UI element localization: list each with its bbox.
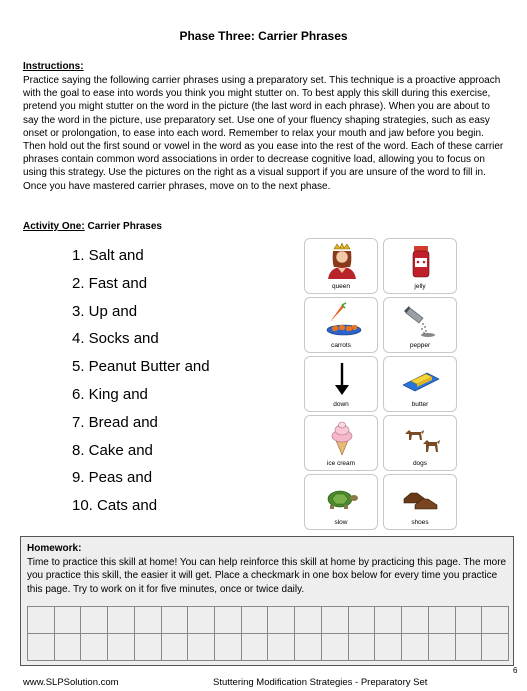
picture-card-carrots (304, 297, 378, 353)
jelly-jar-icon (401, 243, 441, 279)
picture-card-shoes (383, 474, 457, 530)
checkmark-box[interactable] (295, 634, 322, 661)
phrase-item: 3. Up and (72, 302, 138, 320)
picture-caption: carrots (331, 342, 351, 349)
instructions-text: Practice saying the following carrier phrases using a preparatory set. This technique is a proactive approach with the goal to ease into words you think you might stutter on. To best apply this skill during this exercise, pretend you might stutter on the word in the picture (the last word in each phrase). When you are about to say the word in the picture, use preparatory set. Use one of your fluency shaping strategies, such as easy onset or prolongation, to ease into each word. Remember to relax your mouth and jaw before you begin. Then hold out the first sound or vowel in the word as you ease into the rest of the word. Each of these carrier phrases contain common word associations in order to decrease cognitive load, allowing you to focus on using this strategy. Use the pictures on the right as a visual support if you are unsure of the word to fill in. Once you have mastered carrier phrases, move on to the next phase. (23, 75, 504, 192)
turtle-icon (322, 479, 362, 515)
activity-heading (23, 221, 162, 232)
picture-card-slow (304, 474, 378, 530)
checkmark-box[interactable] (456, 607, 483, 634)
activity-label: Activity One: (23, 221, 85, 232)
checkmark-box[interactable] (215, 634, 242, 661)
checkmark-box[interactable] (162, 607, 189, 634)
footer-title: Stuttering Modification Strategies - Preparatory Set (213, 677, 428, 688)
checkmark-box[interactable] (81, 634, 108, 661)
checkmark-box[interactable] (55, 607, 82, 634)
homework-text: Time to practice this skill at home! You can help reinforce this skill at home by practicing this page. The more you practice this skill, the easier it will get. Place a checkmark in one box below for every time you practice this page. Try to work on it for five minutes, once or twice daily. (27, 557, 507, 595)
page-number: 6 (513, 666, 518, 675)
checkmark-box[interactable] (429, 634, 456, 661)
ice-cream-icon (322, 420, 362, 456)
checkmark-box[interactable] (268, 607, 295, 634)
phrase-item: 1. Salt and (72, 247, 144, 264)
butter-dish-icon (401, 361, 441, 397)
phrase-item: 4. Socks and (72, 330, 159, 348)
checkmark-box[interactable] (482, 607, 509, 634)
picture-caption: butter (411, 401, 429, 408)
checkmark-box[interactable] (28, 634, 55, 661)
picture-caption: shoes (411, 519, 429, 526)
homework-box (20, 536, 514, 666)
phrase-item: 7. Bread and (72, 413, 158, 431)
checkmark-box[interactable] (215, 607, 242, 634)
checkmark-box[interactable] (295, 607, 322, 634)
checkmark-box[interactable] (108, 607, 135, 634)
checkmark-box[interactable] (402, 607, 429, 634)
page-title: Phase Three: Carrier Phrases (179, 29, 348, 43)
checkmark-box[interactable] (349, 607, 376, 634)
queen-icon (322, 243, 362, 279)
picture-caption: pepper (409, 342, 431, 349)
checkmark-box[interactable] (429, 607, 456, 634)
picture-card-jelly (383, 238, 457, 294)
checkmark-box[interactable] (135, 607, 162, 634)
picture-card-butter (383, 356, 457, 412)
picture-caption: jelly (414, 283, 426, 290)
picture-caption: slow (334, 519, 348, 526)
picture-card-ice-cream (304, 415, 378, 471)
homework-heading: Homework: (27, 543, 82, 554)
carrier-phrase-list (72, 245, 210, 523)
checkmark-box[interactable] (375, 607, 402, 634)
checkmark-box[interactable] (349, 634, 376, 661)
picture-caption: dogs (412, 460, 428, 467)
checkmark-box[interactable] (322, 634, 349, 661)
picture-card-pepper (383, 297, 457, 353)
instructions-heading: Instructions: (23, 61, 84, 72)
picture-card-queen (304, 238, 378, 294)
checkmark-box[interactable] (242, 607, 269, 634)
dogs-icon (401, 420, 441, 456)
phrase-item: 9. Peas and (72, 469, 153, 487)
checkmark-grid (27, 606, 509, 661)
picture-card-down (304, 356, 378, 412)
checkmark-box[interactable] (81, 607, 108, 634)
picture-caption: queen (331, 283, 351, 290)
checkmark-box[interactable] (322, 607, 349, 634)
checkmark-box[interactable] (188, 634, 215, 661)
checkmark-box[interactable] (242, 634, 269, 661)
checkmark-box[interactable] (268, 634, 295, 661)
checkmark-box[interactable] (108, 634, 135, 661)
carrots-icon (322, 302, 362, 338)
picture-caption: ice cream (326, 460, 356, 467)
phrase-item: 5. Peanut Butter and (72, 358, 210, 376)
checkmark-box[interactable] (135, 634, 162, 661)
checkmark-box[interactable] (28, 607, 55, 634)
checkmark-box[interactable] (456, 634, 483, 661)
checkmark-box[interactable] (402, 634, 429, 661)
checkmark-box[interactable] (55, 634, 82, 661)
phrase-item: 8. Cake and (72, 441, 153, 459)
phrase-item: 6. King and (72, 385, 148, 403)
picture-caption: down (333, 401, 349, 408)
down-arrow-icon (322, 361, 362, 397)
activity-title: Carrier Phrases (87, 221, 162, 232)
phrase-item: 2. Fast and (72, 274, 148, 292)
footer-website: www.SLPSolution.com (23, 677, 119, 688)
pepper-shaker-icon (401, 302, 441, 338)
checkmark-box[interactable] (188, 607, 215, 634)
shoes-icon (401, 479, 441, 515)
picture-card-dogs (383, 415, 457, 471)
phrase-item: 10. Cats and (72, 497, 158, 515)
checkmark-box[interactable] (375, 634, 402, 661)
checkmark-box[interactable] (482, 634, 509, 661)
checkmark-box[interactable] (162, 634, 189, 661)
